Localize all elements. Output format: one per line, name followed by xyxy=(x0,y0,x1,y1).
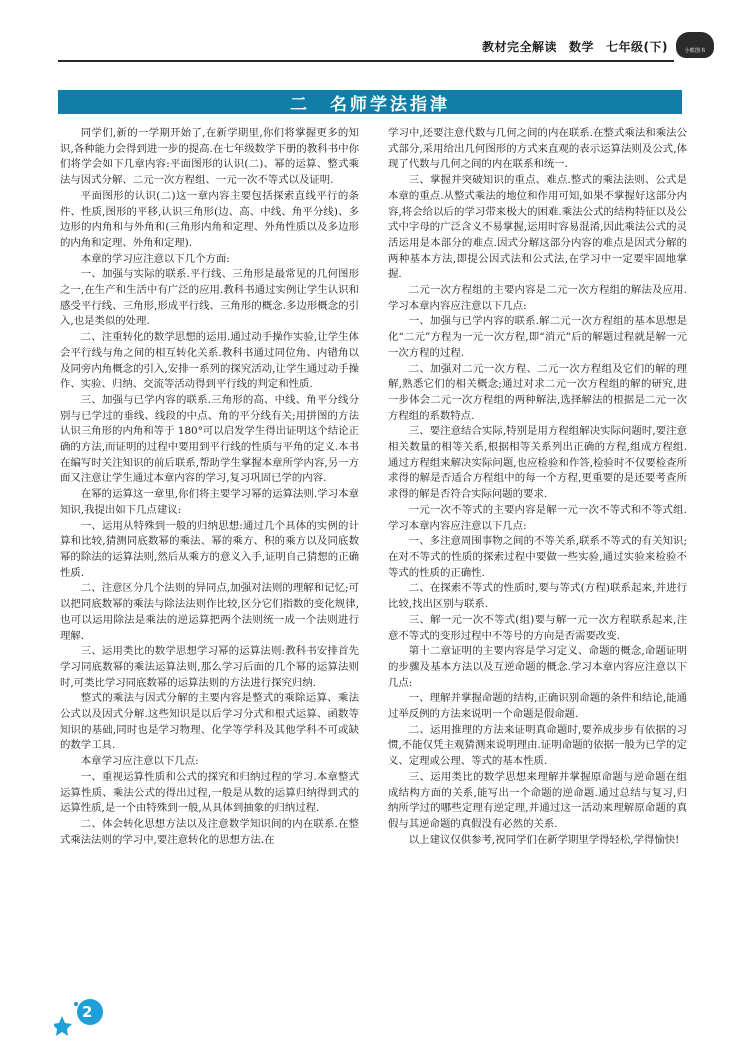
paragraph: 二、注重转化的数学思想的运用.通过动手操作实验,让学生体会平行线与角之间的相互转化关系.教科书通过同位角、内错角以及同旁内角概念的引入,安排一系列的探究活动,让学生通过动手操作、实验、归纳、交流等活动得到平行线的判定和性质. xyxy=(60,331,359,391)
header-title xyxy=(470,38,668,55)
paragraph: 一元一次不等式的主要内容是解一元一次不等式和不等式组.学习本章内容应注意以下几点: xyxy=(388,503,687,532)
section-number: 二 xyxy=(290,94,310,115)
section-title: 名师学法指津 xyxy=(330,94,450,115)
paragraph: 三、解一元一次不等式(组)要与解一元一次方程联系起来,注意不等式的变形过程中不等号的方向是否需要改变. xyxy=(388,613,687,642)
paragraph: 本章的学习应注意以下几个方面: xyxy=(80,252,230,265)
paragraph: 平面图形的认识(二)这一章内容主要包括探索直线平行的条件、性质,图形的平移,认识三角形(边、高、中线、角平分线)、多边形的内角和与外角和(三角形内角和定理、外角性质以及多边形的内角和定理、外角和定理). xyxy=(60,189,359,249)
paragraph: 三、掌握并突破知识的重点、难点.整式的乘法法则、公式是本章的重点.从整式乘法的地位和作用可知,如果不掌握好这部分内容,将会给以后的学习带来极大的困难.乘法公式的结构特征以及公式中字母的广泛含义不易掌握,运用时容易混淆,因此乘法公式的灵活运用是本部分的难点.因式分解这部分内容的难点是因式分解的两种基本方法,即提公因式法和公式法,在学习中一定要牢固地掌握. xyxy=(388,174,687,281)
publisher-logo-text: 小熊图书 xyxy=(684,48,706,54)
paragraph: 二、运用推理的方法来证明真命题时,要养成步步有依据的习惯,不能仅凭主观猜测来说明理由.证明命题的依据一般为已学的定义、定理或公理、等式的基本性质. xyxy=(388,723,687,768)
paragraph: 一、运用从特殊到一般的归纳思想:通过几个具体的实例的计算和比较,猜测同底数幂的乘法、幂的乘方、积的乘方以及同底数幂的除法的运算法则,然后从乘方的意义入手,证明自己猜想的正确性质. xyxy=(60,519,359,579)
paragraph: 在幂的运算这一章里,你们将主要学习幂的运算法则.学习本章知识,我提出如下几点建议: xyxy=(60,488,359,516)
header-rule xyxy=(58,60,674,62)
subject-label: 数学 xyxy=(569,40,595,54)
page-number: 2 xyxy=(82,1003,93,1021)
paragraph: 一、多注意周围事物之间的不等关系,联系不等式的有关知识;在对不等式的性质的探索过程中要做一些实验,通过实验来检验不等式的性质的正确性. xyxy=(388,535,687,579)
paragraph: 二、在探索不等式的性质时,要与等式(方程)联系起来,并进行比较,找出区别与联系. xyxy=(388,582,687,611)
dot-icon xyxy=(74,1002,78,1006)
paragraph: 同学们,新的一学期开始了,在新学期里,你们将掌握更多的知识,各种能力会得到进一步的提高.在七年级数学下册的教科书中你们将学会如下几章内容:平面图形的认识(二)、幂的运算、整式乘法与因式分解、二元一次方程组、一元一次不等式以及证明. xyxy=(60,127,359,187)
star-icon xyxy=(54,1016,72,1036)
paragraph: 二、注意区分几个法则的异同点,加强对法则的理解和记忆;可以把同底数幂的乘法与除法法则作比较,区分它们指数的变化规律,也可以运用除法是乘法的逆运算把两个法则统一成一个法则进行理解. xyxy=(60,582,359,642)
paragraph: 整式的乘法与因式分解的主要内容是整式的乘除运算、乘法公式以及因式分解.这些知识是以后学习分式和根式运算、函数等知识的基础,同时也是学习物理、化学等学科及其他学科不可或缺的数学工具. xyxy=(60,692,359,752)
paragraph-continuation: 学习中,还要注意代数与几何之间的内在联系.在整式乘法和乘法公式部分,采用给出几何图形的方式来直观的表示运算法则及公式,体现了代数与几何之间的内在联系和统一. xyxy=(388,127,687,171)
paragraph: 本章学习应注意以下几点: xyxy=(80,755,199,768)
paragraph: 以上建议仅供参考,祝同学们在新学期里学得轻松,学得愉快! xyxy=(408,833,680,846)
paragraph: 二、加强对二元一次方程、二元一次方程组及它们的解的理解,熟悉它们的相关概念;通过对求二元一次方程组的解的研究,进一步体会二元一次方程组的两种解法,选择解法的根据是二元一次方程组的系数特点. xyxy=(388,362,687,422)
section-banner xyxy=(58,90,682,114)
paragraph: 一、重视运算性质和公式的探究和归纳过程的学习.本章整式运算性质、乘法公式的得出过程,一般是从数的运算归纳得到式的运算性质,是一个由特殊到一般,从具体到抽象的归纳过程. xyxy=(60,770,359,815)
paragraph: 三、加强与已学内容的联系.三角形的高、中线、角平分线分别与已学过的垂线、线段的中点、角的平分线有关;用拼图的方法认识三角形的内角和等于 180°可以启发学生得出证明这个结论正确的方法,而证明的过程中要用到平行线的性质与平角的定义.本书在编写时关注知识的前后联系,帮助学生掌握本章所学内容,另一方面又注意让学生通过本章内容的学习,复习巩固已学的内容. xyxy=(60,393,359,485)
paragraph: 三、要注意结合实际,特别是用方程组解决实际问题时,要注意相关数量的相等关系,根据相等关系列出正确的方程,组成方程组.通过方程组来解决实际问题,也应检验和作答,检验时不仅要检查所求得的解是否适合方程组中的每一个方程,更重要的是还要考查所求得的解是否符合实际问题的要求. xyxy=(388,425,687,501)
paragraph: 一、加强与已学内容的联系.解二元一次方程组的基本思想是化“二元”方程为一元一次方程,即“消元”后的解题过程就是解一元一次方程的过程. xyxy=(388,315,687,359)
paragraph: 第十二章证明的主要内容是学习定义、命题的概念,命题证明的步骤及基本方法以及互逆命题的概念.学习本章内容应注意以下几点: xyxy=(388,645,687,689)
publisher-logo xyxy=(676,32,714,58)
paragraph: 三、运用类比的数学思想来理解并掌握原命题与逆命题在组成结构方面的关系,能写出一个命题的逆命题.通过总结与复习,归纳所学过的哪些定理有逆定理,并通过这一活动来理解原命题的真假与其逆命题的真假没有必然的关系. xyxy=(388,770,687,830)
book-title: 教材完全解读 xyxy=(481,40,557,54)
paragraph: 二、体会转化思想方法以及注意数学知识间的内在联系.在整式乘法法则的学习中,要注意转化的思想方法.在 xyxy=(60,817,359,846)
left-column xyxy=(60,126,359,848)
paragraph: 一、理解并掌握命题的结构,正确识别命题的条件和结论,能通过举反例的方法来说明一个命题是假命题. xyxy=(388,692,687,721)
paragraph: 二元一次方程组的主要内容是二元一次方程组的解法及应用.学习本章内容应注意以下几点: xyxy=(388,284,687,312)
paragraph: 三、运用类比的数学思想学习幂的运算法则:教科书安排首先学习同底数幂的乘法运算法则,那么学习后面的几个幂的运算法则时,可类比学习同底数幂的运算法则的方法进行探究归纳. xyxy=(60,645,359,689)
paragraph: 一、加强与实际的联系.平行线、三角形是最常见的几何图形之一,在生产和生活中有广泛的应用.教科书通过实例让学生认识和感受平行线、三角形,形成平行线、三角形的概念.多边形概念的引入,也是类似的处理. xyxy=(60,268,359,328)
grade-label: 七年级(下) xyxy=(606,40,668,54)
section-heading xyxy=(290,90,450,115)
right-column xyxy=(388,126,687,848)
